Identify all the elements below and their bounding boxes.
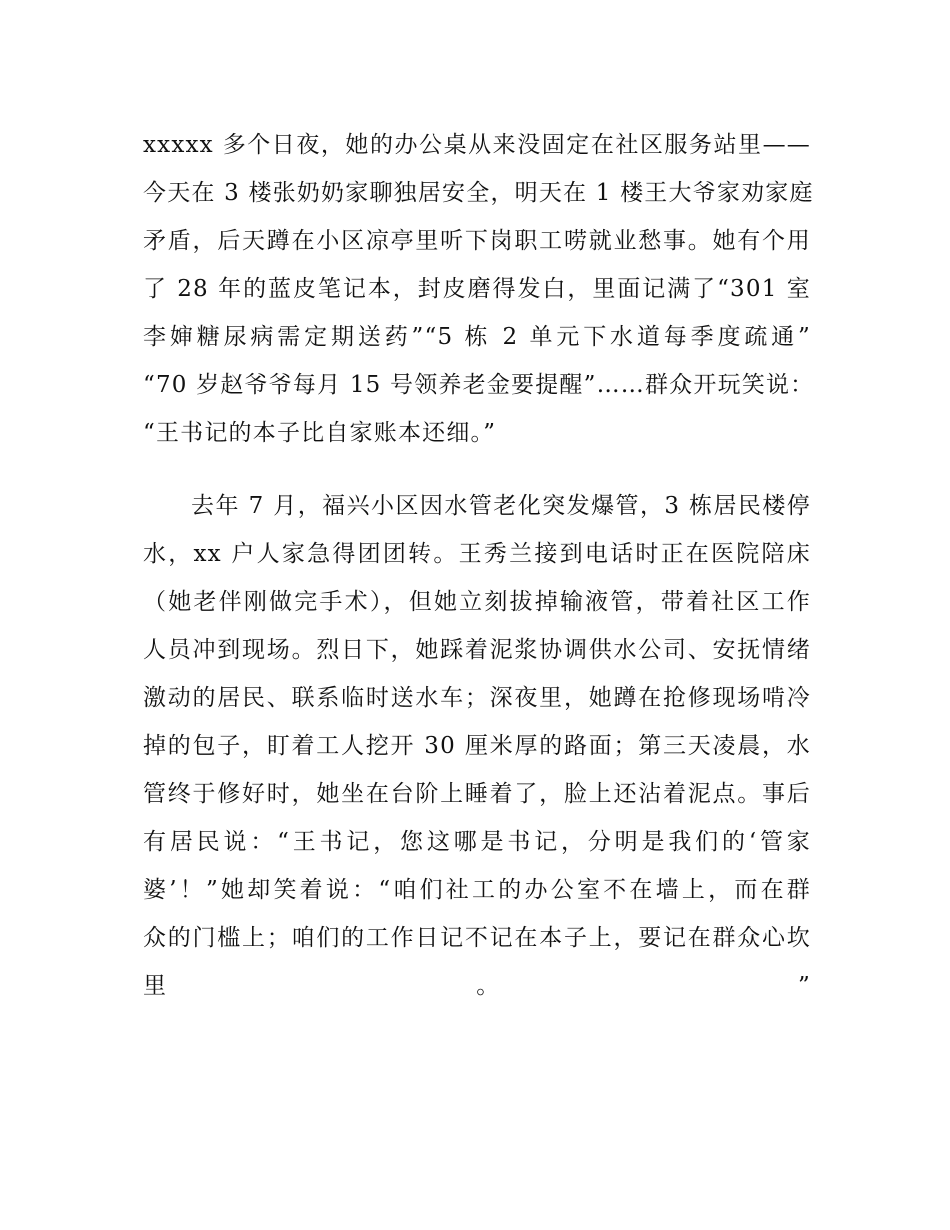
text-line: 有居民说：“王书记，您这哪是书记，分明是我们的‘管家 — [143, 829, 811, 855]
text-line: 李婶糖尿病需定期送药”“5 栋 2 单元下水道每季度疏通” — [143, 324, 811, 350]
text-line: 矛盾，后天蹲在小区凉亭里听下岗职工唠就业愁事。她有个用 — [143, 228, 811, 254]
text-line: 水，xx 户人家急得团团转。王秀兰接到电话时正在医院陪床 — [143, 541, 811, 567]
text-line: 掉的包子，盯着工人挖开 30 厘米厚的路面；第三天凌晨，水 — [143, 733, 811, 759]
text-line: 管终于修好时，她坐在台阶上睡着了，脸上还沾着泥点。事后 — [143, 781, 811, 807]
text-line: 众的门槛上；咱们的工作日记不记在本子上，要记在群众心坎 — [143, 925, 811, 951]
text-line: 婆’！”她却笑着说：“咱们社工的办公室不在墙上，而在群 — [143, 877, 811, 903]
text-line: xxxxx 多个日夜，她的办公桌从来没固定在社区服务站里—— — [143, 132, 811, 158]
text-line: 里。” — [143, 973, 811, 999]
text-line: “70 岁赵爷爷每月 15 号领养老金要提醒”……群众开玩笑说： — [143, 372, 815, 398]
text-line — [143, 1010, 811, 1058]
text-line-indented: 去年 7 月，福兴小区因水管老化突发爆管，3 栋居民楼停 — [191, 493, 811, 519]
paragraph-2 — [143, 482, 811, 1058]
text-line: 今天在 3 楼张奶奶家聊独居安全，明天在 1 楼王大爷家劝家庭 — [143, 180, 814, 206]
text-line: “王书记的本子比自家账本还细。” — [143, 420, 497, 446]
paragraph-1 — [143, 121, 815, 457]
text-line: （她老伴刚做完手术），但她立刻拔掉输液管，带着社区工作 — [143, 589, 811, 615]
text-line: 人员冲到现场。烈日下，她踩着泥浆协调供水公司、安抚情绪 — [143, 637, 811, 663]
text-line: 了 28 年的蓝皮笔记本，封皮磨得发白，里面记满了“301 室 — [143, 276, 811, 302]
text-line: 激动的居民、联系临时送水车；深夜里，她蹲在抢修现场啃冷 — [143, 685, 811, 711]
